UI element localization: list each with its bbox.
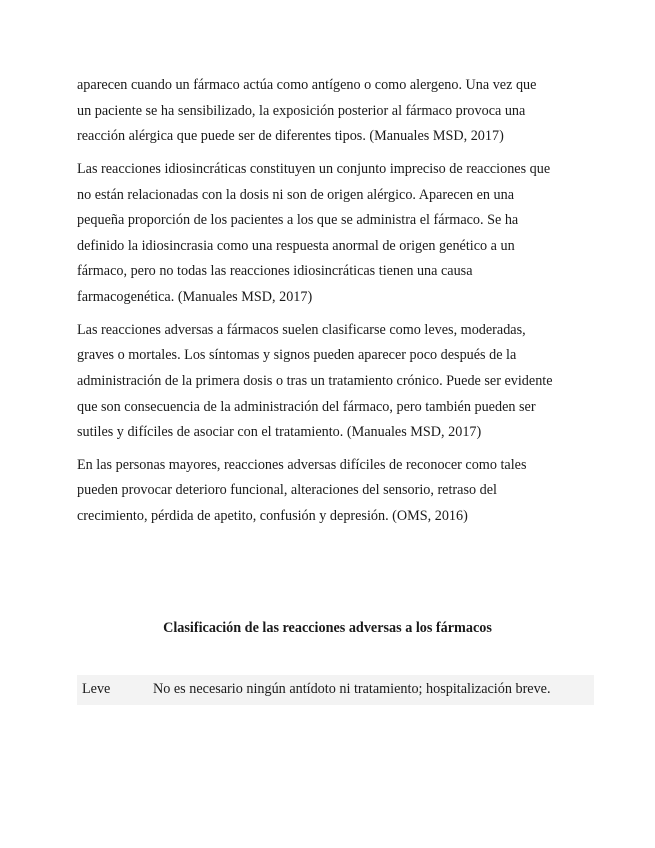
section-heading: Clasificación de las reacciones adversas a los fármacos [163, 620, 492, 636]
text-line: no están relacionadas con la dosis ni son de origen alérgico. Aparecen en una [77, 186, 515, 203]
text-line: sutiles y difíciles de asociar con el tratamiento. (Manuales MSD, 2017) [77, 424, 482, 441]
text-line: pueden provocar deterioro funcional, alteraciones del sensorio, retraso del [77, 482, 497, 499]
text-line: graves o mortales. Los síntomas y signos pueden aparecer poco después de la [77, 347, 517, 364]
table-cell-level: Leve [82, 681, 111, 697]
body-text [77, 73, 587, 537]
text-line: En las personas mayores, reacciones adversas difíciles de reconocer como tales [77, 456, 527, 473]
text-line: farmacogenética. (Manuales MSD, 2017) [77, 288, 313, 305]
table-cell-description: No es necesario ningún antídoto ni tratamiento; hospitalización breve. [153, 681, 551, 697]
paragraph-allergic-reactions [77, 73, 587, 150]
text-line: pequeña proporción de los pacientes a los que se administra el fármaco. Se ha [77, 212, 519, 229]
text-line: un paciente se ha sensibilizado, la exposición posterior al fármaco provoca una [77, 102, 526, 119]
text-line: fármaco, pero no todas las reacciones idiosincráticas tienen una causa [77, 263, 473, 280]
text-line: crecimiento, pérdida de apetito, confusión y depresión. (OMS, 2016) [77, 508, 468, 525]
paragraph-elderly [77, 453, 587, 530]
text-line: administración de la primera dosis o tras un tratamiento crónico. Puede ser evidente [77, 372, 553, 389]
text-line: reacción alérgica que puede ser de diferentes tipos. (Manuales MSD, 2017) [77, 128, 504, 145]
text-line: Las reacciones adversas a fármacos suelen clasificarse como leves, moderadas, [77, 321, 526, 338]
text-line: que son consecuencia de la administración del fármaco, pero también pueden ser [77, 398, 536, 415]
paragraph-idiosyncratic-reactions [77, 157, 587, 311]
classification-table-row [77, 675, 594, 705]
text-line: aparecen cuando un fármaco actúa como antígeno o como alergeno. Una vez que [77, 77, 537, 93]
text-line: definido la idiosincrasia como una respuesta anormal de origen genético a un [77, 237, 515, 254]
text-line: Las reacciones idiosincráticas constituyen un conjunto impreciso de reacciones que [77, 160, 551, 177]
paragraph-severity-classification [77, 318, 587, 446]
